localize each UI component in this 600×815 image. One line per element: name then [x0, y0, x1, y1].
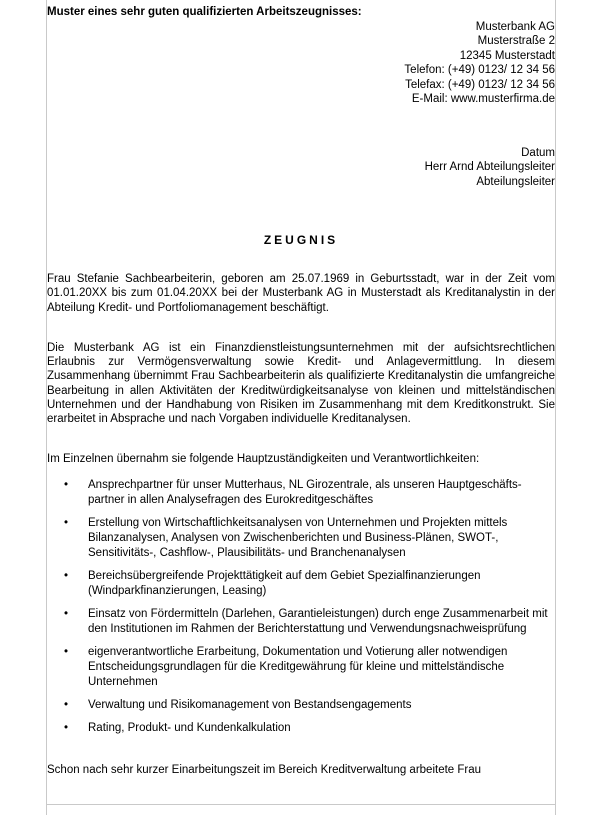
duties-intro-paragraph: Im Einzelnen übernahm sie folgende Hauptzuständigkeiten und Verantwortlichkeiten: — [47, 453, 480, 466]
sender-city: 12345 Musterstadt — [459, 49, 555, 62]
list-item: • Verwaltung und Risikomanagement von Bestandsengagements — [64, 699, 412, 712]
closing-paragraph: Schon nach sehr kurzer Einarbeitungszeit im Bereich Kreditverwaltung arbeitete Frau — [47, 764, 482, 777]
list-item: • Rating, Produkt- und Kundenkalkulation — [64, 722, 291, 735]
list-item: • Erstellung von Wirtschaftlichkeitsanalysen von Unternehmen und Projekten mittels Bilanzanalysen, Analysen von Zwischenberichten und Business-Plänen, SWOT-, Sensitivitäts-, Cashflow-, Plausibilitäts- und Branchenanalysen — [64, 517, 508, 560]
list-item: • Einsatz von Fördermitteln (Darlehen, Garantieleistungen) durch enge Zusammenarbeit mit den Institutionen im Rahmen der Berichterstattung und Verwendungsnachweisprüfung — [64, 608, 548, 636]
sender-address-block — [47, 20, 555, 107]
signer-role: Abteilungsleiter — [476, 175, 555, 188]
bullet-icon: • — [64, 570, 69, 583]
date-label: Datum — [521, 146, 555, 159]
date-signature-block — [47, 146, 555, 190]
document-page — [47, 5, 555, 789]
list-item: • eigenverantwortliche Erarbeitung, Dokumentation und Votierung aller notwendigen Entscheidungsgrundlagen für die Kreditgewährung für kleine und mittelständische Unternehmen — [64, 646, 508, 689]
bullet-icon: • — [64, 608, 69, 621]
duties-list — [47, 478, 555, 736]
bullet-icon: • — [64, 722, 69, 735]
document-title: ZEUGNIS — [263, 233, 339, 247]
list-item: • Ansprechpartner für unser Mutterhaus, NL Girozentrale, als unseren Hauptgeschäfts-partner in allen Analysefragen des Eurokreditgeschäftes — [64, 479, 522, 507]
intro-paragraph: Frau Stefanie Sachbearbeiterin, geboren am 25.07.1969 in Geburtsstadt, war in der Zeit vom 01.01.20XX bis zum 01.04.20XX bei der Musterbank AG in Musterstadt als Kreditanalystin in der Abteilung Kredit- und Portfoliomanagement beschäftigt. — [47, 272, 555, 314]
bullet-icon: • — [64, 479, 69, 492]
document-heading: Muster eines sehr guten qualifizierten Arbeitszeugnisses: — [47, 6, 362, 18]
sender-fax: Telefax: (+49) 0123/ 12 34 56 — [405, 78, 555, 91]
bullet-icon: • — [64, 517, 69, 530]
company-paragraph: Die Musterbank AG ist ein Finanzdienstleistungsunternehmen mit der aufsichtsrechtlichen Erlaubnis zur Vermögensverwaltung sowie Kredit- und Anlagevermittlung. In diesem Zusammenhang übernimmt Frau Sachbearbeiterin als qualifizierte Kreditanalystin die umfangreiche Bearbeitung in allen Aktivitäten der Kreditwürdigkeitsanalyse von kleinen und mittelständischen Unternehmen und der Handhabung von Risiken im Zusammenhang mit dem Kreditkonstrukt. Sie erarbeitet in Absprache und nach Vorgaben individuelle Kreditanalysen. — [47, 342, 555, 426]
bullet-icon: • — [64, 646, 69, 659]
sender-email: E-Mail: www.musterfirma.de — [411, 93, 555, 105]
sender-street: Musterstraße 2 — [477, 35, 555, 47]
sender-company: Musterbank AG — [475, 20, 555, 33]
list-item: • Bereichsübergreifende Projekttätigkeit auf dem Gebiet Spezialfinanzierungen (Windparkfinanzierungen, Leasing) — [64, 570, 481, 598]
bullet-icon: • — [64, 699, 69, 712]
signer-name: Herr Arnd Abteilungsleiter — [424, 161, 555, 173]
sender-phone: Telefon: (+49) 0123/ 12 34 56 — [404, 64, 555, 76]
